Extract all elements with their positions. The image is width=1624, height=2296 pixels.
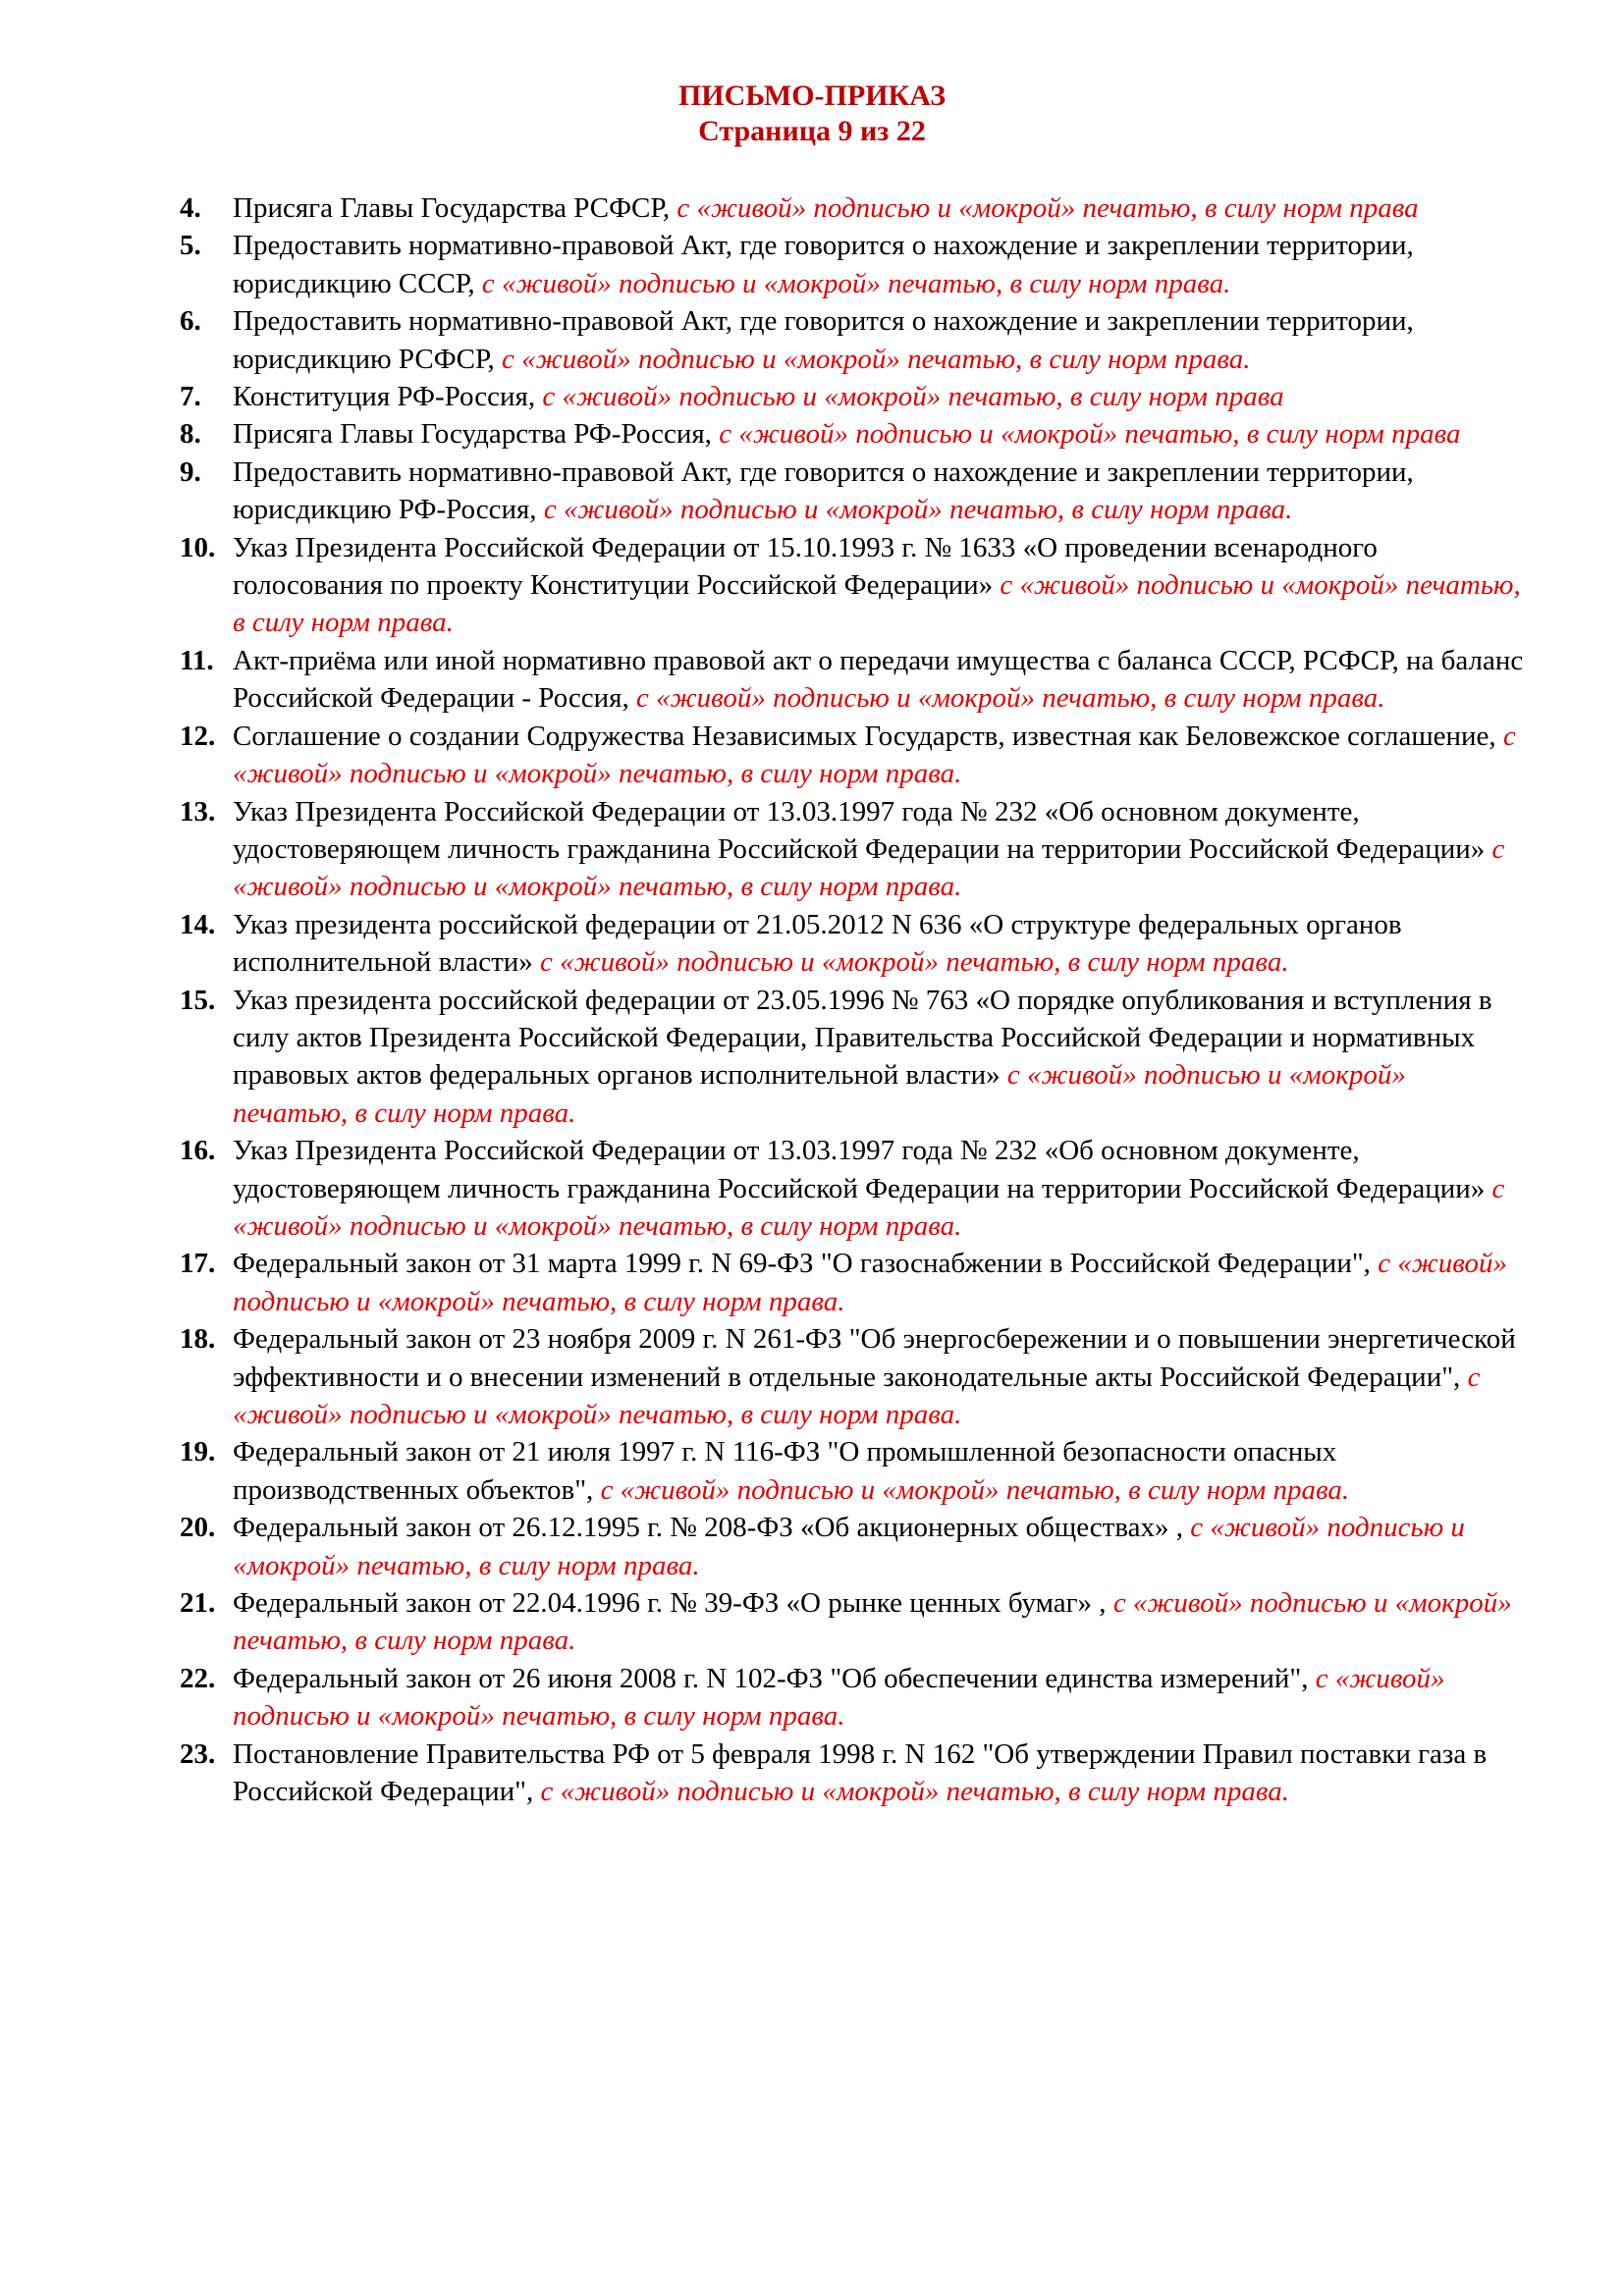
item-requirement: с «живой» подписью и «мокрой» печатью, в силу норм права. bbox=[540, 946, 1289, 979]
list-item bbox=[180, 189, 1525, 227]
list-item bbox=[180, 378, 1525, 415]
item-text: Указ Президента Российской Федерации от 13.03.1997 года № 232 «Об основном документе, удостоверяющем личность гражданина Российской Федерации на территории Российской Федерации» bbox=[233, 795, 1492, 865]
item-text: Конституция РФ-Россия, bbox=[233, 381, 543, 413]
list-item bbox=[180, 415, 1525, 453]
item-requirement: с «живой» подписью и «мокрой» печатью, в силу норм права. bbox=[600, 1473, 1350, 1506]
item-requirement: с «живой» подписью и «мокрой» печатью, в силу норм права. bbox=[543, 494, 1293, 526]
item-requirement: с «живой» подписью и «мокрой» печатью, в силу норм права. bbox=[233, 1248, 1507, 1317]
item-number: 7. bbox=[180, 381, 201, 413]
item-text: Федеральный закон от 31 марта 1999 г. N 69-ФЗ "О газоснабжении в Российской Федерации", bbox=[233, 1248, 1379, 1280]
item-text: Указ Президента Российской Федерации от 15.10.1993 г. № 1633 «О проведении всенародного голосования по проекту Конституции Российской Федерации» bbox=[233, 531, 1378, 602]
item-text: Присяга Главы Государства РСФСР, bbox=[233, 192, 677, 224]
item-number: 17. bbox=[180, 1248, 216, 1280]
item-number: 11. bbox=[180, 644, 214, 676]
item-text: Федеральный закон от 22.04.1996 г. № 39-ФЗ «О рынке ценных бумаг» , bbox=[233, 1587, 1113, 1620]
item-requirement: с «живой» подписью и «мокрой» печатью, в силу норм права. bbox=[233, 832, 1505, 903]
item-number: 10. bbox=[180, 531, 216, 563]
item-number: 12. bbox=[180, 720, 216, 752]
item-text: Федеральный закон от 26 июня 2008 г. N 102-ФЗ "Об обеспечении единства измерений", bbox=[233, 1662, 1316, 1694]
item-requirement: с «живой» подписью и «мокрой» печатью, в силу норм права. bbox=[501, 343, 1251, 375]
item-text: Указ президента российской федерации от 21.05.2012 N 636 «О структуре федеральных органов исполнительной власти» bbox=[233, 908, 1402, 979]
item-number: 21. bbox=[180, 1587, 216, 1620]
document-title: ПИСЬМО-ПРИКАЗ bbox=[677, 80, 947, 112]
requirements-list bbox=[180, 189, 1525, 1810]
item-requirement: с «живой» подписью и «мокрой» печатью, в силу норм права. bbox=[636, 682, 1385, 715]
list-item bbox=[180, 1245, 1525, 1320]
page-number: Страница 9 из 22 bbox=[698, 115, 926, 147]
item-text: Соглашение о создании Содружества Независимых Государств, известная как Беловежское соглашение, bbox=[233, 720, 1503, 752]
list-item bbox=[180, 718, 1525, 793]
list-item bbox=[180, 454, 1525, 529]
item-number: 6. bbox=[180, 305, 201, 338]
item-number: 16. bbox=[180, 1135, 216, 1167]
item-text: Акт-приёма или иной нормативно правовой акт о передачи имущества с баланса СССР, РСФСР, на баланс Российской Федерации - Россия, bbox=[233, 644, 1524, 715]
list-item bbox=[180, 1509, 1525, 1584]
item-requirement: с «живой» подписью и «мокрой» печатью, в силу норм права. bbox=[233, 569, 1521, 639]
list-item bbox=[180, 1433, 1525, 1509]
item-number: 13. bbox=[180, 795, 216, 828]
item-text: Федеральный закон от 26.12.1995 г. № 208-ФЗ «Об акционерных обществах» , bbox=[233, 1512, 1191, 1544]
item-requirement: с «живой» подписью и «мокрой» печатью, в силу норм права. bbox=[481, 267, 1231, 299]
item-text: Указ президента российской федерации от 23.05.1996 № 763 «О порядке опубликования и вступления в силу актов Президента Российской Федерации, Правительства Российской Федерации и нормативных правовых актов федеральных органов исполнительной власти» bbox=[233, 984, 1492, 1092]
item-text: Федеральный закон от 21 июля 1997 г. N 116-ФЗ "О промышленной безопасности опасных производственных объектов", bbox=[233, 1436, 1337, 1506]
item-text: Постановление Правительства РФ от 5 февраля 1998 г. N 162 "Об утверждении Правил поставки газа в Российской Федерации", bbox=[233, 1737, 1488, 1808]
item-text: Предоставить нормативно-правовой Акт, где говорится о нахождение и закреплении территории, юрисдикцию РСФСР, bbox=[233, 305, 1414, 375]
item-text: Указ Президента Российской Федерации от 13.03.1997 года № 232 «Об основном документе, удостоверяющем личность гражданина Российской Федерации на территории Российской Федерации» bbox=[233, 1135, 1492, 1204]
item-number: 9. bbox=[180, 455, 201, 488]
item-text: Предоставить нормативно-правовой Акт, где говорится о нахождение и закреплении территории, юрисдикцию СССР, bbox=[233, 230, 1414, 299]
item-requirement: с «живой» подписью и «мокрой» печатью, в силу норм права. bbox=[233, 1361, 1481, 1430]
item-number: 15. bbox=[180, 984, 216, 1016]
item-requirement: с «живой» подписью и «мокрой» печатью, в силу норм права. bbox=[233, 1512, 1465, 1581]
item-requirement: с «живой» подписью и «мокрой» печатью, в силу норм права bbox=[719, 418, 1461, 451]
list-item bbox=[180, 1660, 1525, 1735]
item-number: 23. bbox=[180, 1737, 216, 1770]
item-number: 8. bbox=[180, 418, 201, 451]
list-item bbox=[180, 793, 1525, 906]
list-item bbox=[180, 227, 1525, 302]
item-number: 20. bbox=[180, 1512, 216, 1544]
list-item bbox=[180, 982, 1525, 1133]
document-header bbox=[0, 79, 1624, 149]
list-item bbox=[180, 906, 1525, 982]
item-number: 22. bbox=[180, 1662, 216, 1694]
item-number: 19. bbox=[180, 1436, 216, 1468]
list-item bbox=[180, 1132, 1525, 1245]
item-text: Предоставить нормативно-правовой Акт, где говорится о нахождение и закреплении территории, юрисдикцию РФ-Россия, bbox=[233, 455, 1414, 526]
list-item bbox=[180, 1584, 1525, 1660]
item-number: 4. bbox=[180, 192, 201, 224]
item-number: 18. bbox=[180, 1323, 216, 1356]
item-text: Присяга Главы Государства РФ-Россия, bbox=[233, 418, 720, 451]
item-requirement: с «живой» подписью и «мокрой» печатью, в силу норм права. bbox=[233, 1587, 1512, 1657]
item-requirement: с «живой» подписью и «мокрой» печатью, в силу норм права. bbox=[233, 1059, 1406, 1129]
list-item bbox=[180, 529, 1525, 642]
item-requirement: с «живой» подписью и «мокрой» печатью, в силу норм права. bbox=[540, 1776, 1289, 1808]
item-requirement: с «живой» подписью и «мокрой» печатью, в силу норм права bbox=[542, 381, 1284, 413]
item-requirement: с «живой» подписью и «мокрой» печатью, в силу норм права. bbox=[233, 1662, 1445, 1733]
item-requirement: с «живой» подписью и «мокрой» печатью, в силу норм права bbox=[677, 192, 1419, 224]
list-item bbox=[180, 1735, 1525, 1811]
item-text: Федеральный закон от 23 ноября 2009 г. N 261-ФЗ "Об энергосбережении и о повышении энергетической эффективности и о внесении изменений в отдельные законодательные акты Российской Федерации", bbox=[233, 1323, 1516, 1393]
list-item bbox=[180, 302, 1525, 378]
item-number: 5. bbox=[180, 230, 201, 262]
item-requirement: с «живой» подписью и «мокрой» печатью, в силу норм права. bbox=[233, 1172, 1505, 1242]
list-item bbox=[180, 642, 1525, 718]
item-requirement: с «живой» подписью и «мокрой» печатью, в силу норм права. bbox=[233, 720, 1516, 790]
item-number: 14. bbox=[180, 908, 216, 940]
list-item bbox=[180, 1320, 1525, 1433]
